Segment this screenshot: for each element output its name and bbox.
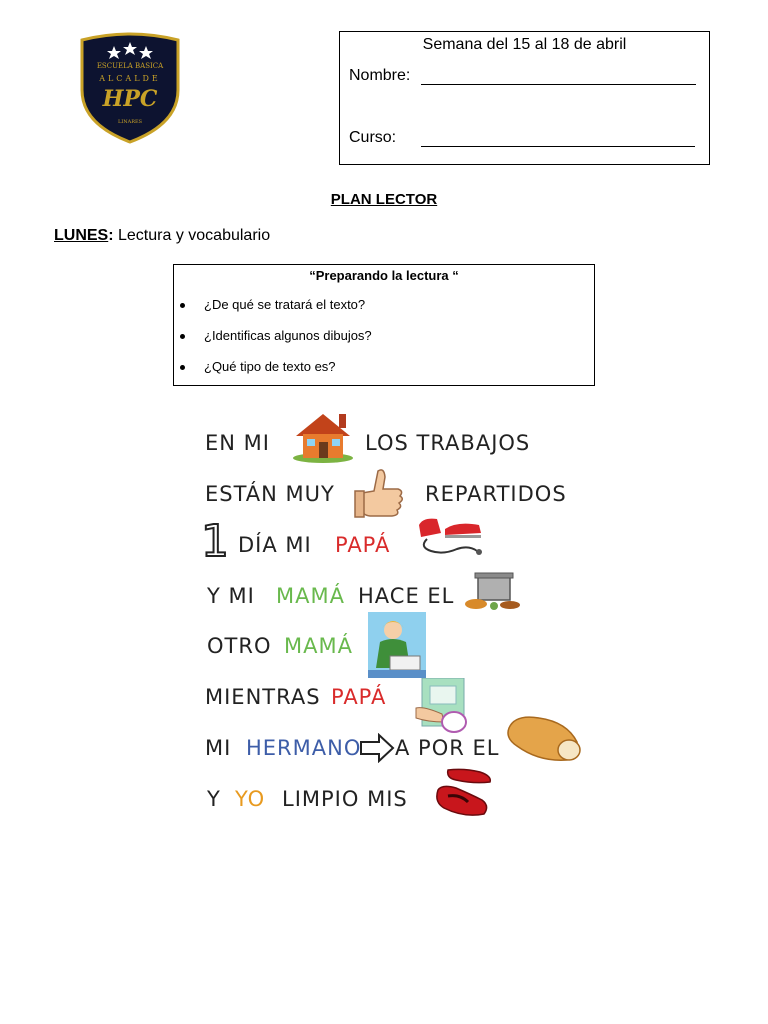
question-text: ¿De qué se tratará el texto? [204, 297, 366, 312]
bullet-icon [180, 365, 185, 370]
logo-initials: HPC [102, 86, 158, 112]
iron-icon [417, 515, 487, 559]
question-text: ¿Identificas algunos dibujos? [204, 328, 372, 343]
reading-text: MIENTRAS [205, 685, 321, 709]
reading-text: MI [205, 736, 232, 760]
reading-text: REPARTIDOS [425, 482, 567, 506]
reading-text: HACE EL [358, 584, 455, 608]
course-label: Curso: [349, 129, 397, 146]
reading-text-orange: YO [235, 787, 266, 811]
pot-icon [462, 570, 524, 612]
logo-city: LINARES [117, 119, 143, 125]
day-heading [54, 227, 270, 245]
school-logo [78, 32, 182, 144]
reading-text-red: PAPÁ [331, 685, 387, 709]
prereading-box [173, 264, 595, 386]
reading-text: EN MI [205, 431, 270, 455]
reading-text-green: MAMÁ [276, 584, 345, 608]
reading-text: ESTÁN MUY [205, 482, 335, 506]
shoes-icon [434, 768, 492, 820]
page-title: PLAN LECTOR [330, 191, 438, 208]
reading-text: LIMPIO MIS [282, 787, 408, 811]
day-activity: Lectura y vocabulario [113, 227, 271, 244]
course-field[interactable] [421, 146, 695, 147]
name-label: Nombre: [349, 67, 411, 84]
bread-icon [505, 712, 583, 764]
reading-text: A POR EL [395, 736, 500, 760]
bullet-icon [180, 334, 185, 339]
question-item [204, 328, 372, 343]
question-text: ¿Qué tipo de texto es? [204, 359, 336, 374]
reading-text: Y MI [207, 584, 255, 608]
reading-text: OTRO [207, 634, 272, 658]
day-colon: : [108, 227, 114, 244]
reading-text: LOS TRABAJOS [365, 431, 531, 455]
reading-text: DÍA MI [238, 533, 312, 557]
mother-icon [368, 612, 426, 678]
reading-text-red: PAPÁ [335, 533, 391, 557]
question-item [204, 359, 336, 374]
arrow-icon [359, 733, 395, 763]
thumbs-up-icon [352, 465, 408, 521]
logo-line2: ALCALDE [99, 74, 161, 83]
question-item [204, 297, 365, 312]
number-one: 1 [201, 516, 230, 567]
reading-text: Y [207, 787, 221, 811]
dishes-icon [414, 678, 468, 736]
house-icon [292, 410, 354, 464]
week-label: Semana del 15 al 18 de abril [422, 36, 627, 53]
logo-line1: ESCUELA BASICA [96, 62, 164, 70]
day-label: LUNES [54, 227, 109, 244]
student-info-box [339, 31, 710, 165]
reading-text-blue: HERMANO [246, 736, 362, 760]
reading-text-green: MAMÁ [284, 634, 353, 658]
name-field[interactable] [421, 84, 696, 85]
prereading-title: “Preparando la lectura “ [309, 268, 459, 283]
bullet-icon [180, 303, 185, 308]
